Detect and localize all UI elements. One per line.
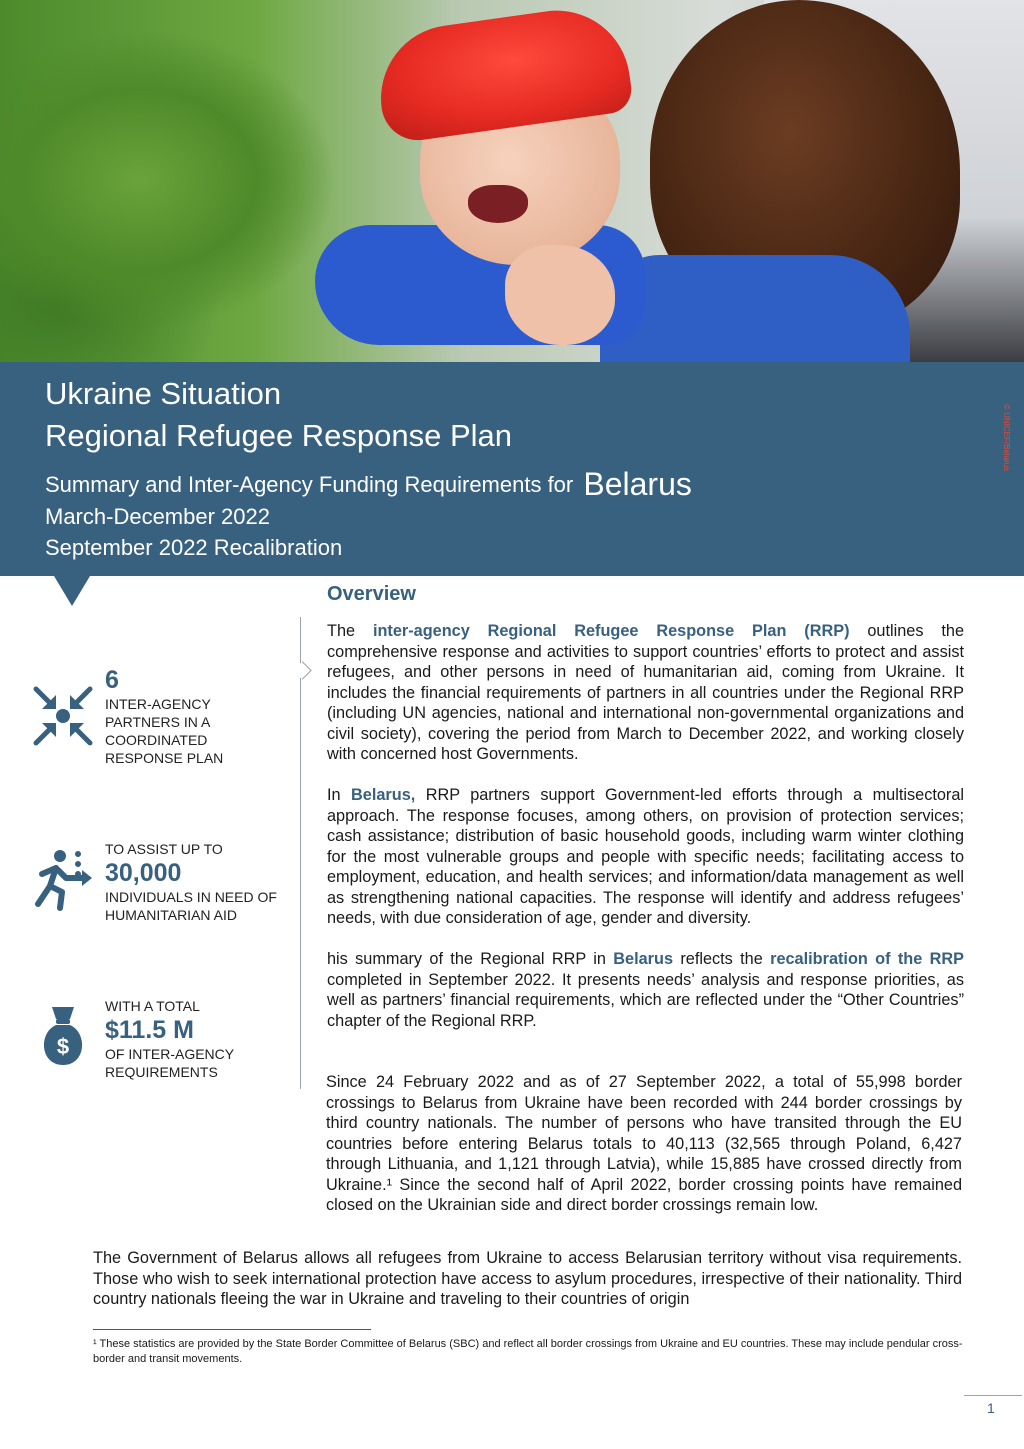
overview-paragraph-1: [327, 621, 964, 765]
footnote: ¹ These statistics are provided by the State Border Committee of Belarus (SBC) and reflect all border crossings from Ukraine and EU countries. These may include pendular cross-border and transit movements.: [93, 1338, 963, 1365]
overview-heading: Overview: [327, 583, 416, 605]
plan-period: March-December 2022: [45, 504, 270, 529]
paragraph-text: In: [327, 786, 341, 804]
overview-paragraph-2: [327, 785, 964, 929]
key-figure-value: 30,000: [105, 859, 182, 887]
arrows-converging-icon: [30, 683, 96, 749]
rrp-highlight: inter-agency Regional Refugee Response Plan (RRP): [372, 622, 850, 640]
overview-paragraph-5: The Government of Belarus allows all refugees from Ukraine to access Belarusian territory without visa requirements. Those who wish to seek international protection have access to asylum procedures, irrespective of their nationality. Third country nationals fleeing the war in Ukraine and traveling to their countries of origin: [93, 1249, 962, 1308]
title-band: [0, 362, 1024, 576]
key-figure-text: [105, 665, 245, 767]
person-running-icon: [30, 846, 96, 912]
subtitle-prefix: Summary and Inter-Agency Funding Requirements for: [45, 472, 574, 497]
key-figure-pretext: TO ASSIST UP TO: [105, 841, 223, 857]
key-figure-text: [105, 840, 285, 924]
title-line-2: Regional Refugee Response Plan: [45, 418, 513, 453]
country-highlight: Belarus: [613, 950, 674, 968]
country-highlight: Belarus,: [351, 786, 416, 804]
footnote-rule: [93, 1329, 371, 1330]
paragraph-text: reflects the: [680, 950, 763, 968]
money-bag-icon: [30, 1003, 96, 1069]
country-name: Belarus: [583, 466, 692, 502]
column-divider: [300, 617, 301, 1089]
photo-credit: © UNICEF/Belarus: [1002, 404, 1011, 472]
svg-text:$: $: [56, 1034, 70, 1059]
page-number-rule: [964, 1395, 1022, 1396]
key-figure-pretext: WITH A TOTAL: [105, 998, 200, 1014]
cover-photo: [0, 0, 1024, 362]
paragraph-text: RRP partners support Government-led efforts through a multisectoral approach. The response focuses, among others, on provision of protection services; cash assistance; distribution of basic household goods, including warm winter clothing for the most vulnerable groups and people with specific needs; facilitating access to employment, education, and health services; and information/data management as well as strengthening national capacities. The response will identify and address refugees’ needs, with due consideration of age, gender and diversity.: [327, 786, 965, 927]
band-pointer: [54, 576, 90, 606]
recalibration-label: September 2022 Recalibration: [45, 535, 343, 560]
recalibration-highlight: recalibration of the RRP: [770, 950, 964, 968]
key-figure-caption: OF INTER-AGENCY REQUIREMENTS: [105, 1046, 234, 1080]
page-number: 1: [987, 1400, 995, 1416]
divider-notch: [293, 661, 311, 679]
paragraph-text: completed in September 2022. It presents needs’ analysis and response priorities, as well as partners’ financial requirements, which are reflected under the “Other Countries” chapter of the Regional RRP.: [327, 970, 964, 1030]
paragraph-text: outlines the comprehensive response and activities to support countries’ efforts to protect and assist refugees, and other persons in need of humanitarian aid, coming from Ukraine. It includes the financial requirements of partners in all countries under the Regional RRP (including UN agencies, national and international non-governmental organizations and civil society), covering the period from March to December 2022, and working closely with concerned host Governments.: [327, 622, 964, 763]
subtitle: [45, 466, 692, 503]
key-figure-value: $11.5 M: [105, 1016, 194, 1044]
key-figure-text: [105, 997, 265, 1081]
paragraph-text: his summary of the Regional RRP in: [327, 950, 606, 968]
photo-adult-shirt: [600, 255, 910, 362]
key-figure-caption: INTER-AGENCY PARTNERS IN A COORDINATED RESPONSE PLAN: [105, 696, 224, 766]
key-figure-value: 6: [105, 666, 119, 694]
overview-paragraph-4: Since 24 February 2022 and as of 27 September 2022, a total of 55,998 border crossings to Belarus from Ukraine have been recorded with 244 border crossings by third country nationals. The number of persons who have transited through the EU countries before entering Belarus totals to 40,113 (32,565 through Poland, 6,427 through Lithuania, and 1,121 through Latvia), while 15,885 have crossed directly from Ukraine.¹ Since the second half of April 2022, border crossing points have remained closed on the Ukrainian side and direct border crossings remain low.: [326, 1073, 962, 1214]
key-figure-caption: INDIVIDUALS IN NEED OF HUMANITARIAN AID: [105, 889, 277, 923]
photo-child-hand: [505, 245, 615, 345]
title-line-1: Ukraine Situation: [45, 376, 282, 411]
photo-child-mouth: [468, 185, 528, 223]
paragraph-text: The: [327, 622, 356, 640]
overview-paragraph-3: [327, 949, 964, 1031]
